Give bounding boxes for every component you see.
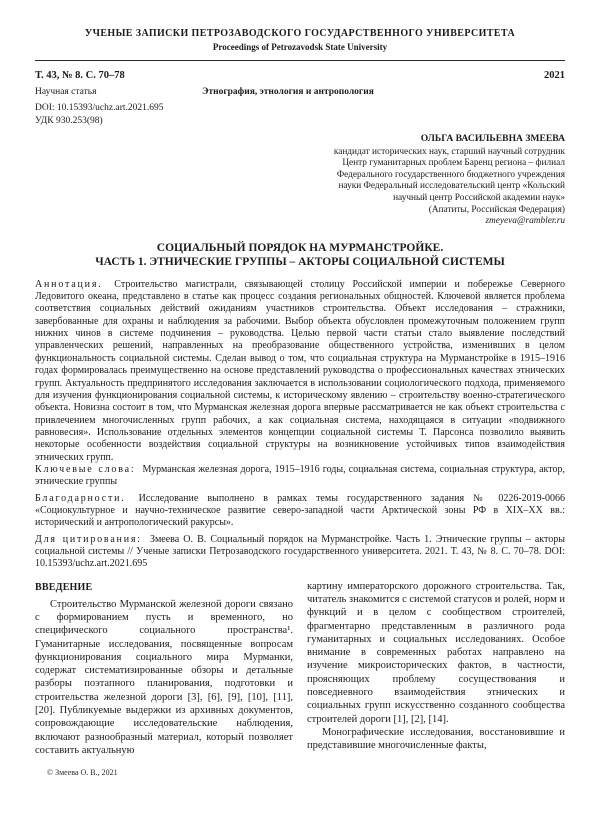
keywords-label: Ключевые слова: [35, 463, 136, 475]
abstract-label: Аннотация. [35, 278, 103, 290]
publication-year: 2021 [544, 70, 565, 81]
journal-title-russian: УЧЕНЫЕ ЗАПИСКИ ПЕТРОЗАВОДСКОГО ГОСУДАРСТВЕННОГО УНИВЕРСИТЕТА [84, 28, 516, 39]
header-divider [35, 60, 565, 61]
abstract-text: Строительство магистрали, связывающей столицу Российской империи и побережье Северного Ледовитого океана, представлено в статье как процесс создания региональных общностей. Ключевой является проблема соответствия социальных действий ожиданиям участников строительства. Объект исследования – стражники, завербованные для охраны и наблюдения за рабочими. Выбор объекта обусловлен промежуточным положением групп нижних чинов в системе подчинения – руководства. Целью первой части статьи стало выявление последствий управленческих решений, направленных на преобразование общественного устройства, изменивших в целом функциональность социальной системы. Сделан вывод о том, что социальная структура на Мурманстройке в 1915–1916 годах формировалась преимущественно на основе представлений руководства о профессиональных качествах этнических групп. Актуальность предпринятого исследования заключается в использовании социологического подхода, применяемого для изучения функционирования социальной системы, к историческому явлению – строительству военно-стратегического объекта. Новизна состоит в том, что Мурманская железная дорога впервые рассматривается не как объект строительства с привлечением многочисленных групп рабочих, а как социальная система, находящаяся в ситуации «подвижного равновесия». Использование отдельных элементов концепции социальной системы Т. Парсонса позволило выявить некоторые особенности воздействия социальной структуры на возникновение устойчивых типов взаимодействия этнических групп. [35, 278, 565, 463]
acknowledgements-label: Благодарности. [35, 492, 126, 504]
body-paragraph: Монографические исследования, восстановившие и представившие многочисленные факты, [307, 726, 565, 752]
keywords-paragraph [35, 464, 565, 489]
author-email: zmeyeva@rambler.ru [485, 216, 565, 227]
keywords-text: Мурманская железная дорога, 1915–1916 годы, социальная система, социальная структура, актор, этнические группы [35, 463, 565, 488]
author-affiliation-line: Центр гуманитарных проблем Баренц региона – филиал [342, 158, 565, 169]
citation-paragraph [35, 534, 565, 571]
left-column [35, 580, 293, 758]
author-name: ОЛЬГА ВАСИЛЬЕВНА ЗМЕЕВА [420, 133, 565, 144]
citation-text: Змеева О. В. Социальный порядок на Мурманстройке. Часть 1. Этнические группы – акторы социальной системы // Ученые записки Петрозаводского государственного университета. 2021. Т. 43, № 8. С. 70–78. DOI: 10.15393/uchz.art.2021.695 [35, 533, 565, 570]
doi-line: DOI: 10.15393/uchz.art.2021.695 [35, 102, 164, 113]
rubric-label: Этнография, этнология и антропология [202, 87, 374, 97]
author-affiliation-line: Федерального государственного бюджетного учреждения [336, 169, 565, 180]
article-type-row [35, 87, 565, 99]
volume-row [35, 70, 565, 81]
copyright-notice: © Змеева О. В., 2021 [47, 768, 118, 777]
article-type-label: Научная статья [35, 87, 97, 97]
section-heading-introduction: ВВЕДЕНИЕ [35, 581, 93, 593]
udc-line: УДК 930.253(98) [35, 116, 103, 126]
author-block [35, 133, 565, 228]
article-title-line2: ЧАСТЬ 1. ЭТНИЧЕСКИЕ ГРУППЫ – АКТОРЫ СОЦИАЛЬНОЙ СИСТЕМЫ [95, 256, 505, 269]
author-location: (Апатиты, Российская Федерация) [428, 204, 565, 215]
journal-header [35, 28, 565, 61]
author-affiliation-line: научный центр Российской академии наук» [393, 192, 565, 203]
journal-title-english: Proceedings of Petrozavodsk State University [212, 42, 388, 52]
right-column [307, 580, 565, 758]
article-body [35, 580, 565, 758]
body-paragraph: Строительство Мурманской железной дороги связано с формированием пусть и временного, но специфического социального пространства¹. Гуманитарные исследования, посвященные вопросам функционирования социального мира Мурманки, содержат систематизированные обзоры и детальные разборы поэтапного планирования, подготовки и строительства железной дороги [3], [6], [9], [10], [11], [20]. Публикуемые выдержки из архивных документов, сопровождающие исследовательские наблюдения, включают разнообразный материал, который позволяет составить актуальную [35, 598, 293, 756]
author-affiliation-line: науки Федеральный исследовательский центр «Кольский [338, 181, 565, 192]
author-degree-line: кандидат исторических наук, старший научный сотрудник [333, 146, 565, 157]
abstract-paragraph [35, 279, 565, 464]
citation-label: Для цитирования: [35, 533, 142, 545]
acknowledgements-text: Исследование выполнено в рамках темы государственного задания № 0226-2019-0066 «Социокультурное и научно-техническое развитие северо-западной части Арктической зоны РФ в XIX–XX вв.: исторический и антропологический ракурсы». [35, 492, 565, 529]
volume-pages: Т. 43, № 8. С. 70–78 [35, 70, 125, 81]
body-paragraph: картину императорского дорожного строительства. Так, читатель знакомится с системой статусов и ролей, норм и функций и в целом с сообществом строителей, фрагментарно представленным в различного рода гуманитарных и социальных исследованиях. Особое внимание в современных работах направлено на изучение микроисторических фактов, в частности, проясняющих проблему сосуществования и повседневного взаимодействия этнических и социальных групп искусственно созданного сообщества строителей дороги [1], [2], [14]. [307, 580, 565, 725]
article-title [35, 241, 565, 270]
acknowledgements-paragraph [35, 493, 565, 530]
article-title-line1: СОЦИАЛЬНЫЙ ПОРЯДОК НА МУРМАНСТРОЙКЕ. [156, 241, 444, 254]
